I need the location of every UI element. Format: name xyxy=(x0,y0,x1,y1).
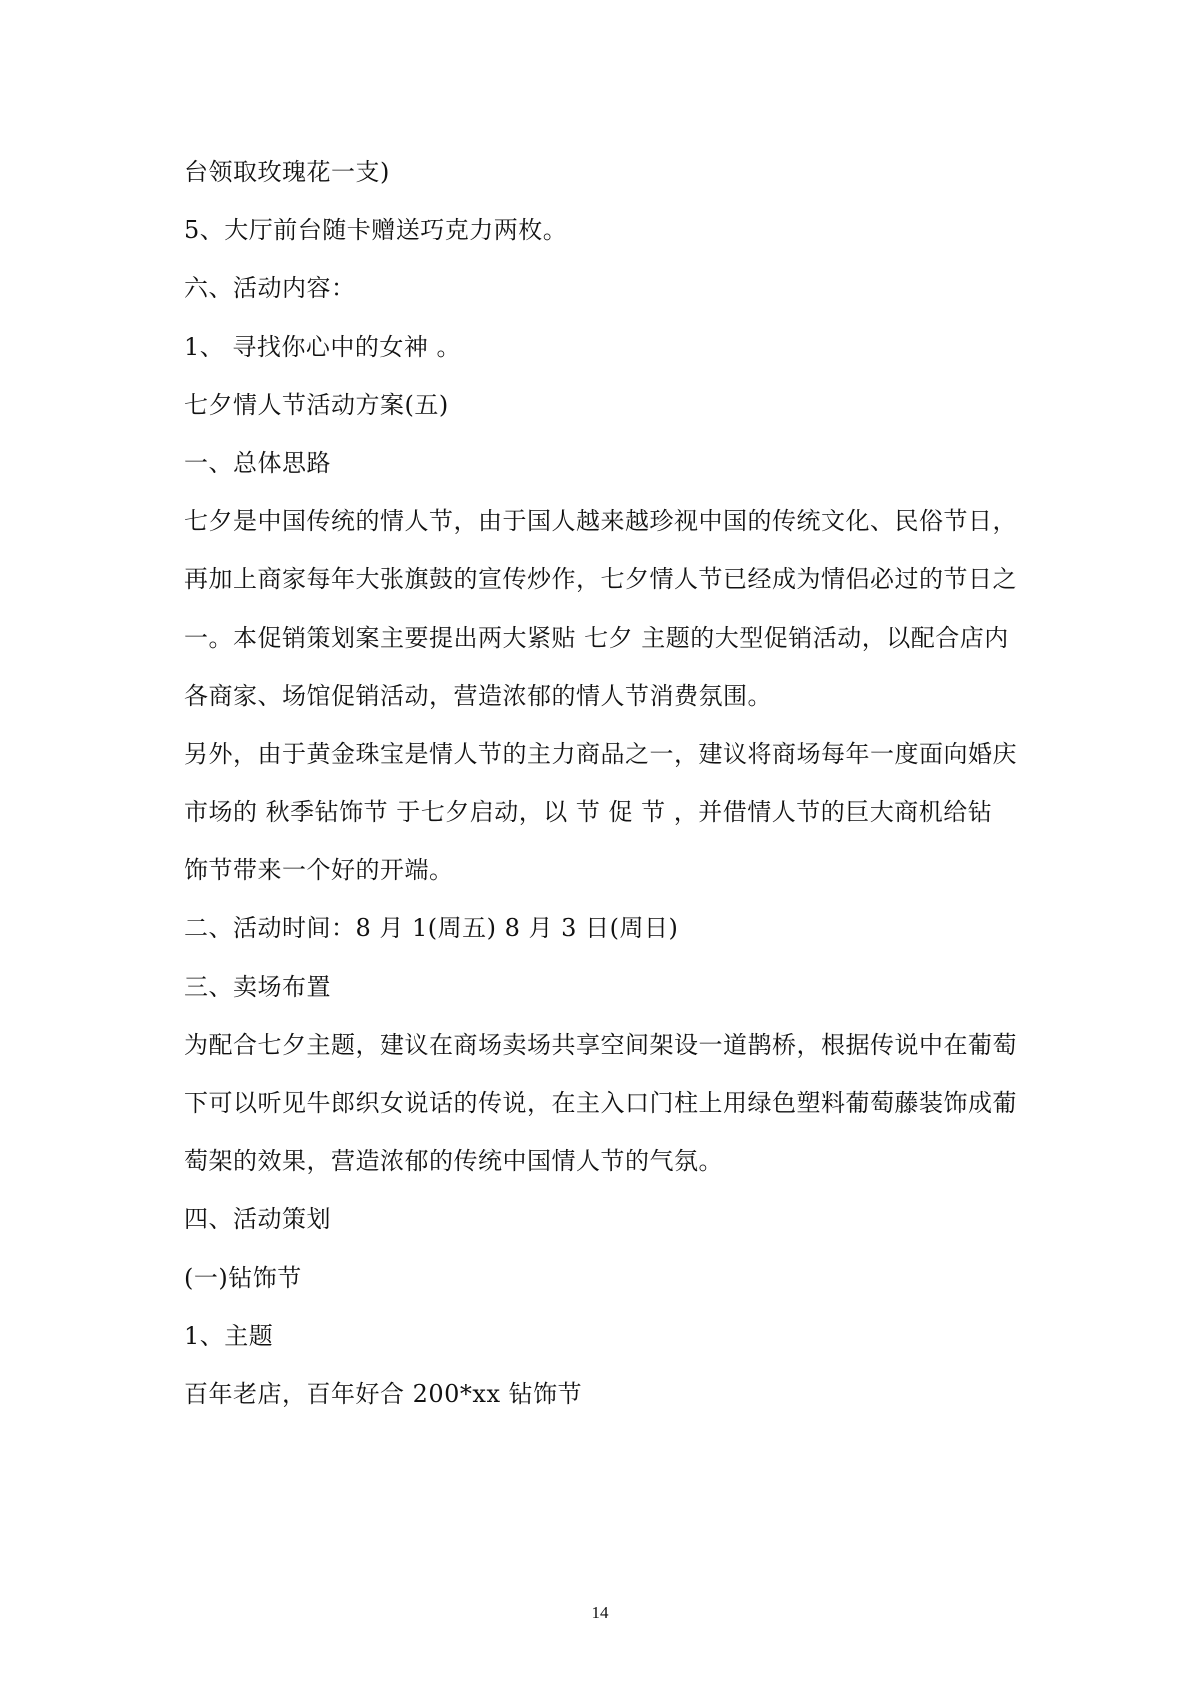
text-line: 另外，由于黄金珠宝是情人节的主力商品之一，建议将商场每年一度面向婚庆 xyxy=(184,739,1017,768)
document-body xyxy=(184,158,1030,1408)
text-line: 百年老店，百年好合 200*xx 钻饰节 xyxy=(184,1379,583,1408)
list-item: 1、主题 xyxy=(184,1321,274,1350)
subsection-heading: (一)钻饰节 xyxy=(184,1263,302,1292)
text-line: 下可以听见牛郎织女说话的传说，在主入口门柱上用绿色塑料葡萄藤装饰成葡 xyxy=(184,1089,1017,1117)
text-line: 饰节带来一个好的开端。 xyxy=(184,856,454,885)
section-heading: 四、活动策划 xyxy=(184,1205,331,1234)
section-heading: 三、卖场布置 xyxy=(184,972,331,1001)
section-heading: 二、活动时间：8 月 1(周五) 8 月 3 日(周日) xyxy=(184,914,679,943)
document-subtitle: 七夕情人节活动方案(五) xyxy=(184,390,449,419)
text-line: 市场的 秋季钻饰节 于七夕启动，以 节 促 节 ，并借情人节的巨大商机给钻 xyxy=(184,798,993,827)
text-line: 为配合七夕主题，建议在商场卖场共享空间架设一道鹊桥，根据传说中在葡萄 xyxy=(184,1030,1017,1059)
text-line: 台领取玫瑰花一支) xyxy=(184,158,390,186)
text-line: 各商家、场馆促销活动，营造浓郁的情人节消费氛围。 xyxy=(184,681,772,710)
text-line: 再加上商家每年大张旗鼓的宣传炒作，七夕情人节已经成为情侣必过的节日之 xyxy=(184,565,1017,594)
page-number: 14 xyxy=(591,1603,609,1622)
text-line: 七夕是中国传统的情人节，由于国人越来越珍视中国的传统文化、民俗节日， xyxy=(184,507,1017,536)
section-heading: 一、总体思路 xyxy=(184,448,331,477)
text-line: 5、大厅前台随卡赠送巧克力两枚。 xyxy=(184,216,568,245)
list-item: 1、 寻找你心中的女神 。 xyxy=(184,332,462,361)
text-line: 一。本促销策划案主要提出两大紧贴 七夕 主题的大型促销活动，以配合店内 xyxy=(184,623,1009,652)
text-line: 萄架的效果，营造浓郁的传统中国情人节的气氛。 xyxy=(184,1147,723,1176)
section-heading: 六、活动内容： xyxy=(184,274,356,303)
